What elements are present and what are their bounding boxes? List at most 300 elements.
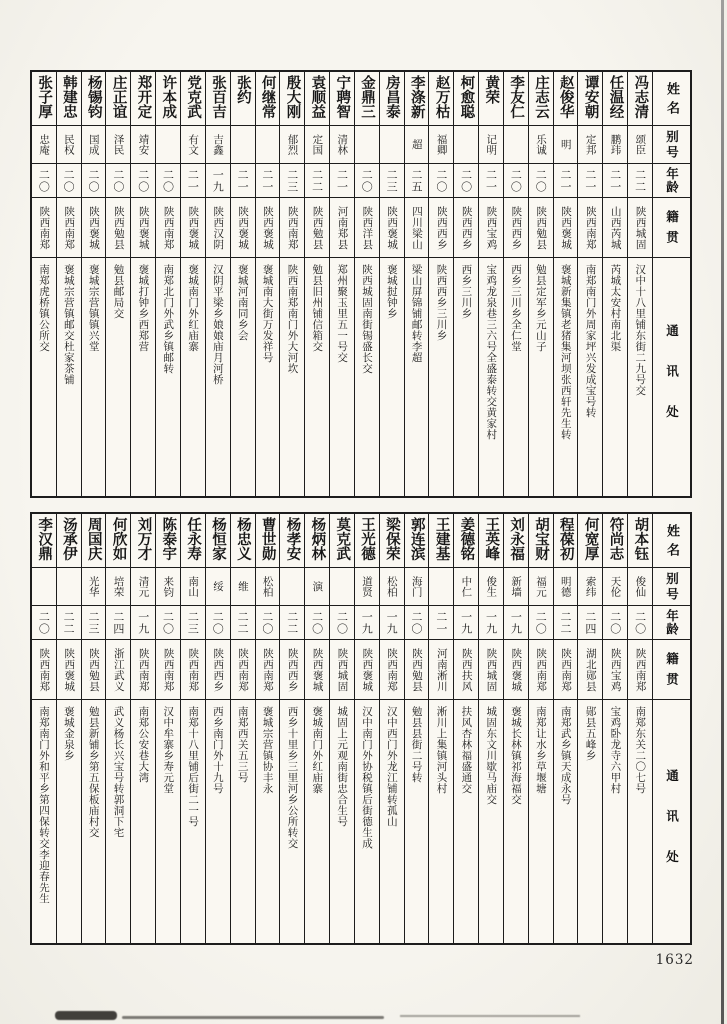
person-column bbox=[131, 72, 156, 496]
person-origin: 陕西南郑 bbox=[529, 640, 553, 700]
person-name: 许本成 bbox=[156, 72, 180, 126]
person-alias: 天伦 bbox=[603, 568, 627, 606]
person-alias: 国成 bbox=[82, 126, 106, 164]
person-name: 谭安朝 bbox=[578, 72, 602, 126]
person-name: 宁聘智 bbox=[330, 72, 354, 126]
person-address: 武义杨长兴宝号转郭洞下宅 bbox=[112, 706, 125, 838]
header-origin: 籍贯 bbox=[653, 640, 690, 700]
person-column bbox=[330, 72, 355, 496]
person-origin: 陕西西乡 bbox=[454, 198, 478, 258]
person-alias: 索纬 bbox=[578, 568, 602, 606]
person-address: 陕西西乡三川乡 bbox=[435, 264, 448, 341]
person-alias: 光华 bbox=[82, 568, 106, 606]
person-origin: 陕西南郑 bbox=[231, 640, 255, 700]
person-alias bbox=[330, 568, 354, 606]
person-origin: 陕西勉县 bbox=[82, 640, 106, 700]
person-origin: 陕西南郑 bbox=[156, 640, 180, 700]
person-address: 郧县五峰乡 bbox=[584, 706, 597, 761]
person-origin: 湖北郧县 bbox=[578, 640, 602, 700]
person-address: 汉中南门外协税镇后街德生成 bbox=[360, 706, 373, 849]
person-column bbox=[156, 514, 181, 943]
person-column bbox=[429, 514, 454, 943]
person-age: 一九 bbox=[504, 606, 528, 640]
person-age: 二五 bbox=[405, 164, 429, 198]
person-origin: 河南郑县 bbox=[330, 198, 354, 258]
person-alias: 维 bbox=[231, 568, 255, 606]
person-address: 汉中西门外龙江铺转孤山 bbox=[385, 706, 398, 827]
person-origin: 陕西南郑 bbox=[256, 640, 280, 700]
person-column bbox=[529, 514, 554, 943]
person-column bbox=[380, 514, 405, 943]
person-age: 二一 bbox=[429, 606, 453, 640]
person-origin: 陕西南郑 bbox=[32, 640, 56, 700]
person-alias: 福元 bbox=[529, 568, 553, 606]
person-address: 芮城太安村南北渠 bbox=[609, 264, 622, 352]
person-name: 王建基 bbox=[429, 514, 453, 568]
person-alias: 福卿 bbox=[429, 126, 453, 164]
person-column bbox=[106, 72, 131, 496]
person-column bbox=[504, 72, 529, 496]
person-alias: 有文 bbox=[181, 126, 205, 164]
person-age: 二〇 bbox=[256, 606, 280, 640]
page-number: 1632 bbox=[655, 952, 694, 968]
person-name: 赵俊华 bbox=[554, 72, 578, 126]
person-address: 宝鸡卧龙寺六甲村 bbox=[609, 706, 622, 794]
person-name: 房昌泰 bbox=[380, 72, 404, 126]
person-address: 西乡三川乡 bbox=[460, 264, 473, 319]
person-age: 二〇 bbox=[305, 606, 329, 640]
person-alias bbox=[231, 126, 255, 164]
person-origin: 陕西南郑 bbox=[131, 640, 155, 700]
person-column bbox=[405, 514, 430, 943]
person-column bbox=[181, 514, 206, 943]
person-alias bbox=[32, 568, 56, 606]
person-address: 南郑武乡镇天成永号 bbox=[559, 706, 572, 805]
person-address: 陕西南郑南门外大河坎 bbox=[286, 264, 299, 374]
person-address: 勉县旧州铺信箱交 bbox=[311, 264, 324, 352]
person-column bbox=[280, 514, 305, 943]
person-age: 二〇 bbox=[131, 164, 155, 198]
person-address: 扶风杏林福盛通交 bbox=[460, 706, 473, 794]
person-age: 一九 bbox=[131, 606, 155, 640]
person-name: 袁顺益 bbox=[305, 72, 329, 126]
person-address: 褒城打钟乡西郑营 bbox=[137, 264, 150, 352]
person-alias: 靖安 bbox=[131, 126, 155, 164]
person-alias bbox=[57, 568, 81, 606]
person-address: 宝鸡龙泉巷三六号全盛泰转交黄家村 bbox=[485, 264, 498, 440]
person-column bbox=[181, 72, 206, 496]
person-origin: 陕西汉阴 bbox=[206, 198, 230, 258]
person-age: 二〇 bbox=[32, 606, 56, 640]
person-name: 张百吉 bbox=[206, 72, 230, 126]
person-name: 杨孝安 bbox=[280, 514, 304, 568]
person-address: 汉阴平梁乡娘娘庙月河桥 bbox=[211, 264, 224, 385]
person-column bbox=[355, 514, 380, 943]
person-address: 西乡南门外十九号 bbox=[211, 706, 224, 794]
person-name: 冯志清 bbox=[628, 72, 652, 126]
person-age: 二三 bbox=[380, 164, 404, 198]
person-name: 王光德 bbox=[355, 514, 379, 568]
person-address: 勉县定军乡元山子 bbox=[534, 264, 547, 352]
person-name: 赵万枯 bbox=[429, 72, 453, 126]
person-name: 程葆初 bbox=[554, 514, 578, 568]
person-age: 二三 bbox=[82, 606, 106, 640]
person-alias: 吉鑫 bbox=[206, 126, 230, 164]
person-address: 汉中十八里铺东街二九号交 bbox=[634, 264, 647, 396]
person-age: 二〇 bbox=[330, 606, 354, 640]
person-name: 李友仁 bbox=[504, 72, 528, 126]
person-address: 城固东文川歇马庙交 bbox=[485, 706, 498, 805]
person-name: 胡本钰 bbox=[628, 514, 652, 568]
person-alias bbox=[355, 126, 379, 164]
scan-artifact-smudge bbox=[122, 1016, 384, 1019]
scan-artifact-right-edge bbox=[721, 0, 724, 1024]
person-column bbox=[454, 72, 479, 496]
person-column bbox=[231, 514, 256, 943]
person-column bbox=[305, 514, 330, 943]
person-age: 二一 bbox=[479, 164, 503, 198]
person-age: 二二 bbox=[628, 164, 652, 198]
person-name: 党克武 bbox=[181, 72, 205, 126]
person-origin: 陕西南郑 bbox=[280, 198, 304, 258]
person-origin: 陕西褒城 bbox=[231, 198, 255, 258]
person-age: 二〇 bbox=[156, 606, 180, 640]
person-column bbox=[603, 514, 628, 943]
person-origin: 陕西褒城 bbox=[181, 198, 205, 258]
person-origin: 陕西城固 bbox=[628, 198, 652, 258]
person-origin: 陕西南郑 bbox=[380, 640, 404, 700]
header-age: 年龄 bbox=[653, 164, 690, 198]
person-column bbox=[305, 72, 330, 496]
person-address: 城固上元观南街忠合生号 bbox=[336, 706, 349, 827]
person-name: 庄志云 bbox=[529, 72, 553, 126]
person-name: 周国庆 bbox=[82, 514, 106, 568]
person-name: 殷大刚 bbox=[280, 72, 304, 126]
person-column bbox=[231, 72, 256, 496]
person-origin: 陕西南郑 bbox=[578, 198, 602, 258]
person-origin: 陕西城固 bbox=[330, 640, 354, 700]
header-age: 年龄 bbox=[653, 606, 690, 640]
person-column bbox=[280, 72, 305, 496]
person-alias: 清元 bbox=[131, 568, 155, 606]
person-address: 淅川上集镇河头村 bbox=[435, 706, 448, 794]
person-age: 二一 bbox=[231, 164, 255, 198]
person-address: 陕西城固南街锡盛长交 bbox=[360, 264, 373, 374]
person-alias: 南山 bbox=[181, 568, 205, 606]
person-age: 二一 bbox=[578, 164, 602, 198]
person-address: 汉中牟寨乡寿元堂 bbox=[162, 706, 175, 794]
person-alias: 松柏 bbox=[380, 568, 404, 606]
header-origin: 籍贯 bbox=[653, 198, 690, 258]
person-age: 二〇 bbox=[32, 164, 56, 198]
person-age: 二三 bbox=[181, 606, 205, 640]
person-address: 褒城挝钟乡 bbox=[385, 264, 398, 319]
person-name: 金鼎三 bbox=[355, 72, 379, 126]
person-age: 二〇 bbox=[355, 164, 379, 198]
person-name: 姜德铭 bbox=[454, 514, 478, 568]
person-name: 汤承伊 bbox=[57, 514, 81, 568]
person-origin: 陕西西乡 bbox=[504, 198, 528, 258]
person-column bbox=[578, 514, 603, 943]
person-alias: 俊生 bbox=[479, 568, 503, 606]
person-name: 陈泰宇 bbox=[156, 514, 180, 568]
person-alias bbox=[380, 126, 404, 164]
person-alias: 来钧 bbox=[156, 568, 180, 606]
person-address: 南郑北门外武乡镇邮转 bbox=[162, 264, 175, 374]
person-origin: 河南淅川 bbox=[429, 640, 453, 700]
directory-table-top bbox=[30, 70, 692, 498]
person-address: 南郑西关五三号 bbox=[236, 706, 249, 783]
person-age: 二〇 bbox=[206, 606, 230, 640]
person-name: 何继常 bbox=[256, 72, 280, 126]
person-name: 曹世勋 bbox=[256, 514, 280, 568]
person-origin: 陕西褒城 bbox=[82, 198, 106, 258]
person-origin: 陕西勉县 bbox=[305, 198, 329, 258]
person-age: 二四 bbox=[578, 606, 602, 640]
person-name: 刘万才 bbox=[131, 514, 155, 568]
person-address: 南郑虎桥镇公所交 bbox=[38, 264, 51, 352]
person-address: 郑州聚玉里五一号交 bbox=[336, 264, 349, 363]
person-alias: 培荣 bbox=[106, 568, 130, 606]
header-alias: 别号 bbox=[653, 568, 690, 606]
person-column bbox=[554, 72, 579, 496]
person-name: 郑开定 bbox=[131, 72, 155, 126]
person-alias bbox=[429, 568, 453, 606]
person-alias: 民权 bbox=[57, 126, 81, 164]
person-origin: 陕西褒城 bbox=[57, 640, 81, 700]
person-name: 杨恒家 bbox=[206, 514, 230, 568]
person-origin: 陕西西乡 bbox=[206, 640, 230, 700]
person-origin: 陕西南郑 bbox=[156, 198, 180, 258]
person-alias: 忠庵 bbox=[32, 126, 56, 164]
person-age: 二二 bbox=[280, 606, 304, 640]
person-origin: 陕西勉县 bbox=[106, 198, 130, 258]
person-origin: 陕西褒城 bbox=[256, 198, 280, 258]
person-alias: 明德 bbox=[554, 568, 578, 606]
person-address: 勉县县街二号转 bbox=[410, 706, 423, 783]
person-alias: 道贤 bbox=[355, 568, 379, 606]
person-column bbox=[82, 72, 107, 496]
person-address: 勉县邮局交 bbox=[112, 264, 125, 319]
person-address: 褒城金泉乡 bbox=[62, 706, 75, 761]
person-column bbox=[57, 514, 82, 943]
person-address: 褒城宗营镇协丰永 bbox=[261, 706, 274, 794]
person-address: 西乡三川乡全仁堂 bbox=[510, 264, 523, 352]
person-alias bbox=[454, 126, 478, 164]
person-alias bbox=[156, 126, 180, 164]
person-address: 南郑南门外周家坪兴发成宝号转 bbox=[584, 264, 597, 418]
person-name: 李涤新 bbox=[405, 72, 429, 126]
person-age: 二二 bbox=[57, 606, 81, 640]
person-column bbox=[32, 72, 57, 496]
person-name: 张子厚 bbox=[32, 72, 56, 126]
person-column bbox=[32, 514, 57, 943]
person-alias: 郁烈 bbox=[280, 126, 304, 164]
person-name: 任温经 bbox=[603, 72, 627, 126]
person-alias bbox=[504, 126, 528, 164]
person-origin: 陕西西乡 bbox=[429, 198, 453, 258]
person-age: 二〇 bbox=[156, 164, 180, 198]
person-alias: 清林 bbox=[330, 126, 354, 164]
person-address: 褒城宗营镇邮交杜家茶铺 bbox=[62, 264, 75, 385]
person-age: 二〇 bbox=[405, 606, 429, 640]
person-alias: 中仁 bbox=[454, 568, 478, 606]
person-age: 二一 bbox=[181, 164, 205, 198]
person-column bbox=[529, 72, 554, 496]
person-name: 刘永福 bbox=[504, 514, 528, 568]
person-column bbox=[330, 514, 355, 943]
person-name: 李汉鼎 bbox=[32, 514, 56, 568]
person-alias bbox=[256, 126, 280, 164]
person-age: 二二 bbox=[305, 164, 329, 198]
scan-artifact-smudge bbox=[55, 1011, 117, 1020]
person-name: 符尚志 bbox=[603, 514, 627, 568]
person-alias: 泽民 bbox=[106, 126, 130, 164]
person-column bbox=[454, 514, 479, 943]
person-address: 褒城南门外红庙寨 bbox=[187, 264, 200, 352]
person-alias: 海门 bbox=[405, 568, 429, 606]
person-alias: 俊仙 bbox=[628, 568, 652, 606]
person-alias: 绥 bbox=[206, 568, 230, 606]
person-origin: 陕西南郑 bbox=[554, 640, 578, 700]
person-age: 二四 bbox=[106, 606, 130, 640]
person-alias bbox=[280, 568, 304, 606]
person-origin: 浙江武义 bbox=[106, 640, 130, 700]
person-origin: 陕西宝鸡 bbox=[479, 198, 503, 258]
person-age: 二二 bbox=[554, 606, 578, 640]
person-column bbox=[603, 72, 628, 496]
person-age: 一九 bbox=[479, 606, 503, 640]
person-column bbox=[479, 514, 504, 943]
person-address: 西乡十里乡三里河乡公所转交 bbox=[286, 706, 299, 849]
person-address: 褒城长林镇祁海福交 bbox=[510, 706, 523, 805]
header-address: 通讯处 bbox=[664, 324, 680, 446]
person-origin: 四川梁山 bbox=[405, 198, 429, 258]
person-age: 一九 bbox=[206, 164, 230, 198]
person-column bbox=[256, 514, 281, 943]
person-origin: 陕西南郑 bbox=[57, 198, 81, 258]
person-address: 褒城宗营镇镇兴堂 bbox=[87, 264, 100, 352]
person-column bbox=[156, 72, 181, 496]
person-name: 郭连滨 bbox=[405, 514, 429, 568]
person-origin: 陕西勉县 bbox=[405, 640, 429, 700]
person-alias: 演 bbox=[305, 568, 329, 606]
person-age: 二一 bbox=[603, 164, 627, 198]
person-origin: 陕西城固 bbox=[479, 640, 503, 700]
person-age: 二〇 bbox=[106, 164, 130, 198]
person-address: 褒城新集镇老猪集河坝张西轩先生转 bbox=[559, 264, 572, 440]
person-name: 庄正谊 bbox=[106, 72, 130, 126]
person-age: 二〇 bbox=[454, 164, 478, 198]
person-column bbox=[628, 514, 653, 943]
person-alias: 鹏玮 bbox=[603, 126, 627, 164]
header-name: 姓名 bbox=[653, 72, 690, 126]
person-age: 二一 bbox=[256, 164, 280, 198]
person-age: 二二 bbox=[231, 606, 255, 640]
person-column bbox=[131, 514, 156, 943]
person-alias: 松柏 bbox=[256, 568, 280, 606]
header-name: 姓名 bbox=[653, 514, 690, 568]
person-origin: 陕西西乡 bbox=[280, 640, 304, 700]
person-column bbox=[57, 72, 82, 496]
person-origin: 陕西宝鸡 bbox=[603, 640, 627, 700]
person-column bbox=[206, 72, 231, 496]
person-origin: 陕西褒城 bbox=[131, 198, 155, 258]
person-address: 南郑南门外和平乡第四保转交李迎春先生 bbox=[38, 706, 51, 904]
person-age: 一九 bbox=[355, 606, 379, 640]
person-age: 二一 bbox=[554, 164, 578, 198]
person-age: 一九 bbox=[380, 606, 404, 640]
person-name: 何欣如 bbox=[106, 514, 130, 568]
person-alias: 定国 bbox=[305, 126, 329, 164]
person-age: 二〇 bbox=[504, 164, 528, 198]
person-column bbox=[578, 72, 603, 496]
person-alias: 记明 bbox=[479, 126, 503, 164]
person-address: 梁山屏锦铺邮转李超 bbox=[410, 264, 423, 363]
person-name: 杨锡钧 bbox=[82, 72, 106, 126]
person-column bbox=[256, 72, 281, 496]
person-name: 韩建忠 bbox=[57, 72, 81, 126]
person-alias: 乐诚 bbox=[529, 126, 553, 164]
person-age: 二〇 bbox=[603, 606, 627, 640]
person-origin: 陕西南郑 bbox=[181, 640, 205, 700]
person-age: 二〇 bbox=[82, 164, 106, 198]
person-name: 任永寿 bbox=[181, 514, 205, 568]
person-age: 二〇 bbox=[57, 164, 81, 198]
person-name: 杨炳林 bbox=[305, 514, 329, 568]
person-age: 二一 bbox=[330, 164, 354, 198]
person-column bbox=[628, 72, 653, 496]
person-age: 一九 bbox=[454, 606, 478, 640]
person-address: 南郑让水乡草堰塘 bbox=[534, 706, 547, 794]
person-column bbox=[380, 72, 405, 496]
person-origin: 陕西褒城 bbox=[504, 640, 528, 700]
person-origin: 陕西南郑 bbox=[628, 640, 652, 700]
person-origin: 陕西扶风 bbox=[454, 640, 478, 700]
person-age: 二〇 bbox=[628, 606, 652, 640]
person-alias: 定邦 bbox=[578, 126, 602, 164]
person-name: 张约 bbox=[231, 72, 255, 126]
person-column bbox=[355, 72, 380, 496]
person-name: 黄荣 bbox=[479, 72, 503, 126]
person-origin: 陕西褒城 bbox=[554, 198, 578, 258]
person-address: 南郑东关二〇七号 bbox=[634, 706, 647, 794]
person-origin: 山西芮城 bbox=[603, 198, 627, 258]
person-name: 梁保荣 bbox=[380, 514, 404, 568]
header-alias: 别号 bbox=[653, 126, 690, 164]
person-name: 莫克武 bbox=[330, 514, 354, 568]
person-alias: 明 bbox=[554, 126, 578, 164]
header-column bbox=[653, 514, 690, 943]
person-address: 褒城河南同乡会 bbox=[236, 264, 249, 341]
person-alias: 新墙 bbox=[504, 568, 528, 606]
person-age: 二三 bbox=[280, 164, 304, 198]
person-name: 王英峰 bbox=[479, 514, 503, 568]
person-column bbox=[106, 514, 131, 943]
person-name: 杨忠义 bbox=[231, 514, 255, 568]
person-origin: 陕西褒城 bbox=[355, 640, 379, 700]
person-name: 柯愈聪 bbox=[454, 72, 478, 126]
header-address: 通讯处 bbox=[664, 768, 680, 891]
person-age: 二〇 bbox=[529, 606, 553, 640]
person-column bbox=[206, 514, 231, 943]
person-alias: 超 bbox=[405, 126, 429, 164]
person-age: 二〇 bbox=[429, 164, 453, 198]
directory-table-bottom bbox=[30, 512, 692, 945]
person-address: 南郑公安巷大湾 bbox=[137, 706, 150, 783]
scan-artifact-smudge bbox=[400, 1015, 580, 1017]
person-address: 勉县新铺乡第五保板庙村交 bbox=[87, 706, 100, 838]
